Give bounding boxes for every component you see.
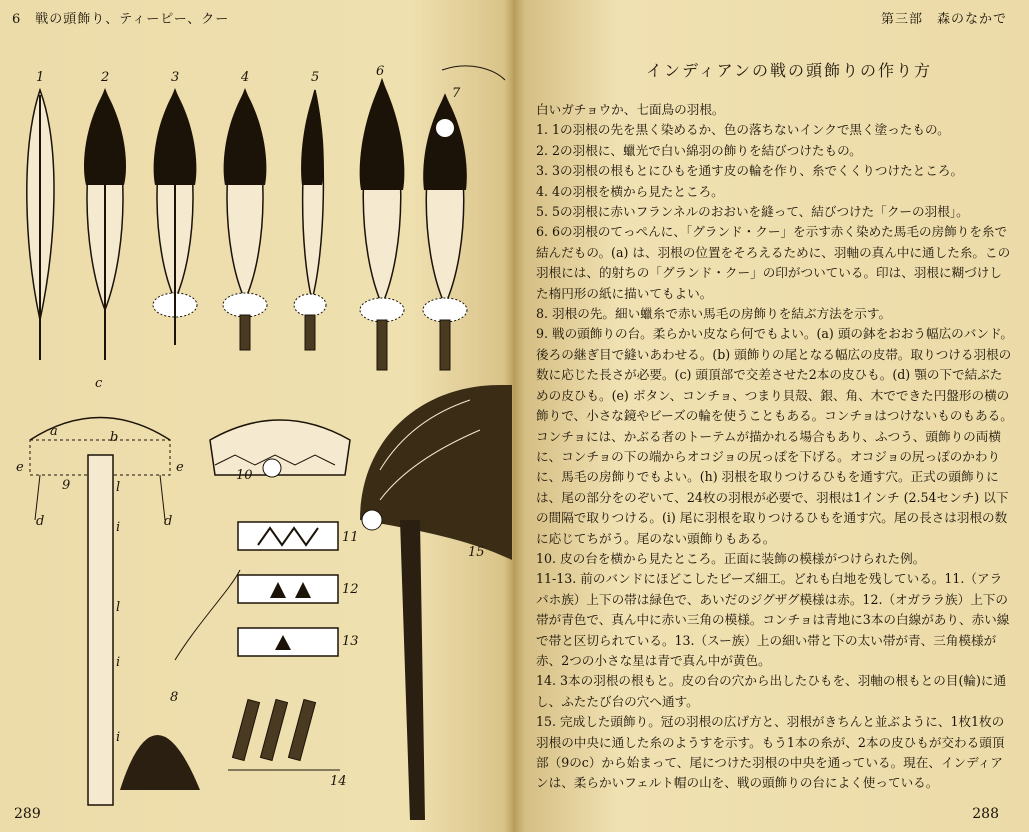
figure-label-2: 2 (101, 70, 110, 85)
figure-label-7: 7 (452, 86, 461, 101)
feather-6-illustration (360, 80, 405, 370)
entry-15: 15. 完成した頭飾り。冠の羽根の広げ方と、羽根がきちんと並ぶように、1枚1枚の羽根の中央に通した糸のようすを示す。もう1本の糸が、2本の皮ひもが交わる頭頂部（9のc）から始まって、尾につけた羽根の中央を通っている。現在、インディアンは、柔らかいフェルト帽の山を、戦の頭飾りの台によく使っている。 (536, 714, 1005, 791)
feather-7-illustration (423, 66, 505, 370)
entry-3: 3. 3の羽根の根もとにひもを通す皮の輪を作り、糸でくくりつけたところ。 (536, 163, 964, 179)
feather-illustrations (0, 0, 512, 832)
figure-label-8: 8 (170, 690, 179, 705)
figure-label-i-3: i (116, 730, 121, 745)
left-running-head: 6 戦の頭飾り、ティーピー、クー (12, 12, 230, 27)
figure-label-15: 15 (468, 545, 485, 560)
figure-label-11: 11 (342, 530, 359, 545)
figure-label-l-2: l (116, 600, 121, 615)
entry-intro: 白いガチョウか、七面鳥の羽根。 (536, 102, 725, 117)
figure-label-10: 10 (236, 468, 253, 483)
entry-8: 8. 羽根の先。細い蠟糸で赤い馬毛の房飾りを結ぶ方法を示す。 (536, 306, 892, 322)
feather-4-illustration (223, 90, 267, 350)
entry-6: 6. 6の羽根のてっぺんに、「グランド・クー」を示す赤く染めた馬毛の房飾りを糸で結んだもの。(a) は、羽根の位置をそろえるために、羽軸の真ん中に通した糸。この羽根には、的射ちの「グランド・クー」の印がついている。印は、羽根に糊づけした楕円形の紙に描いてもよい。 (536, 224, 1011, 301)
feather-3-illustration (153, 90, 197, 345)
figure-label-e-left: e (16, 460, 24, 475)
figure-label-14: 14 (330, 774, 347, 789)
figure-label-e-right: e (176, 460, 184, 475)
entry-1: 1. 1の羽根の先を黒く染めるか、色の落ちないインクで黒く塗ったもの。 (536, 122, 950, 138)
entry-4: 4. 4の羽根を横から見たところ。 (536, 183, 724, 199)
right-running-head: 第三部 森のなかで (880, 12, 1007, 27)
entry-10: 10. 皮の台を横から見たところ。正面に装飾の模様がつけられた例。 (536, 550, 926, 566)
figure-label-4: 4 (241, 70, 250, 85)
figure-label-6: 6 (376, 64, 385, 79)
feather-1-illustration (27, 90, 54, 360)
figure-label-b: b (110, 430, 119, 445)
figure-label-5: 5 (311, 70, 320, 85)
figure-label-i-2: i (116, 655, 121, 670)
figure-label-1: 1 (36, 70, 45, 85)
page-title: インディアンの戦の頭飾りの作り方 (645, 61, 933, 80)
feather-8-illustration (120, 570, 240, 790)
right-page-number: 288 (972, 806, 999, 822)
instructions-text (536, 100, 1014, 794)
left-page (0, 0, 512, 832)
headdress-side-10-illustration (210, 420, 350, 477)
figure-label-d-left: d (36, 514, 45, 529)
figure-label-3: 3 (171, 70, 180, 85)
figure-label-9: 9 (62, 478, 71, 493)
figure-label-i-1: i (116, 520, 121, 535)
figure-label-c: c (95, 376, 103, 391)
feather-roots-14-illustration (228, 699, 340, 770)
figure-label-13: 13 (342, 634, 359, 649)
entry-5: 5. 5の羽根に赤いフランネルのおおいを縫って、結びつけた「クーの羽根」。 (536, 204, 969, 220)
beadwork-11-13-illustration (238, 522, 338, 656)
figure-label-l-1: l (116, 480, 121, 495)
entry-2: 2. 2の羽根に、蠟光で白い綿羽の飾りを結びつけたもの。 (536, 142, 862, 158)
right-page (514, 0, 1029, 832)
feather-2-illustration (84, 90, 126, 360)
headdress-15-illustration (360, 385, 512, 820)
entry-11-13: 11-13. 前のバンドにほどこしたビーズ細工。どれも白地を残している。11.（アラパホ族）上下の帯は緑色で、あいだのジグザグ模様は赤。12.（オガララ族）上下の帯が青色で、真ん中に赤い三角の模様。コンチョは青地に3本の白線があり、赤い線で帯と区切られている。13.（スー族）上の細い帯と下の太い帯が青、三角模様が赤、2つの小さな星は青で真ん中が黄色。 (536, 571, 1010, 668)
feather-5-illustration (294, 90, 326, 350)
figure-label-a: a (50, 424, 58, 439)
figure-label-d-right: d (164, 514, 173, 529)
left-page-number: 289 (14, 806, 41, 822)
entry-9: 9. 戦の頭飾りの台。柔らかい皮なら何でもよい。(a) 頭の鉢をおおう幅広のバンド。後ろの継ぎ目で縫いあわせる。(b) 頭飾りの尾となる幅広の皮帯。取りつける羽根の数に応じた長さが必要。(c) 頭頂部で交差させた2本の皮ひも。(d) 顎の下で結ぶための皮ひも。(e) ボタン、コンチョ、つまり貝殻、銀、角、木でできた円盤形の横の飾りで、小さな鏡やビーズの輪を使うこともある。コンチョはつけないものもある。コンチョには、かぶる者のトーテムが描かれる場合もあり、ふつう、頭飾りの両横に、コンチョの下の端からオコジョの尻っぽを下げる。オコジョの尻っぽのかわりに、馬毛の房飾りでもよい。(h) 羽根を取りつけるひもを通す穴。正式の頭飾りには、尾の部分をのぞいて、24枚の羽根が必要で、羽根は1インチ (2.54センチ) 以下の間隔で取りつける。(i) 尾に羽根を取りつけるひもを通す穴。尾の長さは羽根の数に応じてちがう。尾のない頭飾りもある。 (536, 326, 1014, 546)
figure-label-12: 12 (342, 582, 359, 597)
entry-14: 14. 3本の羽根の根もと。皮の台の穴から出したひもを、羽軸の根もとの目(輪)に通し、ふたたび台の穴へ通す。 (536, 673, 1007, 709)
